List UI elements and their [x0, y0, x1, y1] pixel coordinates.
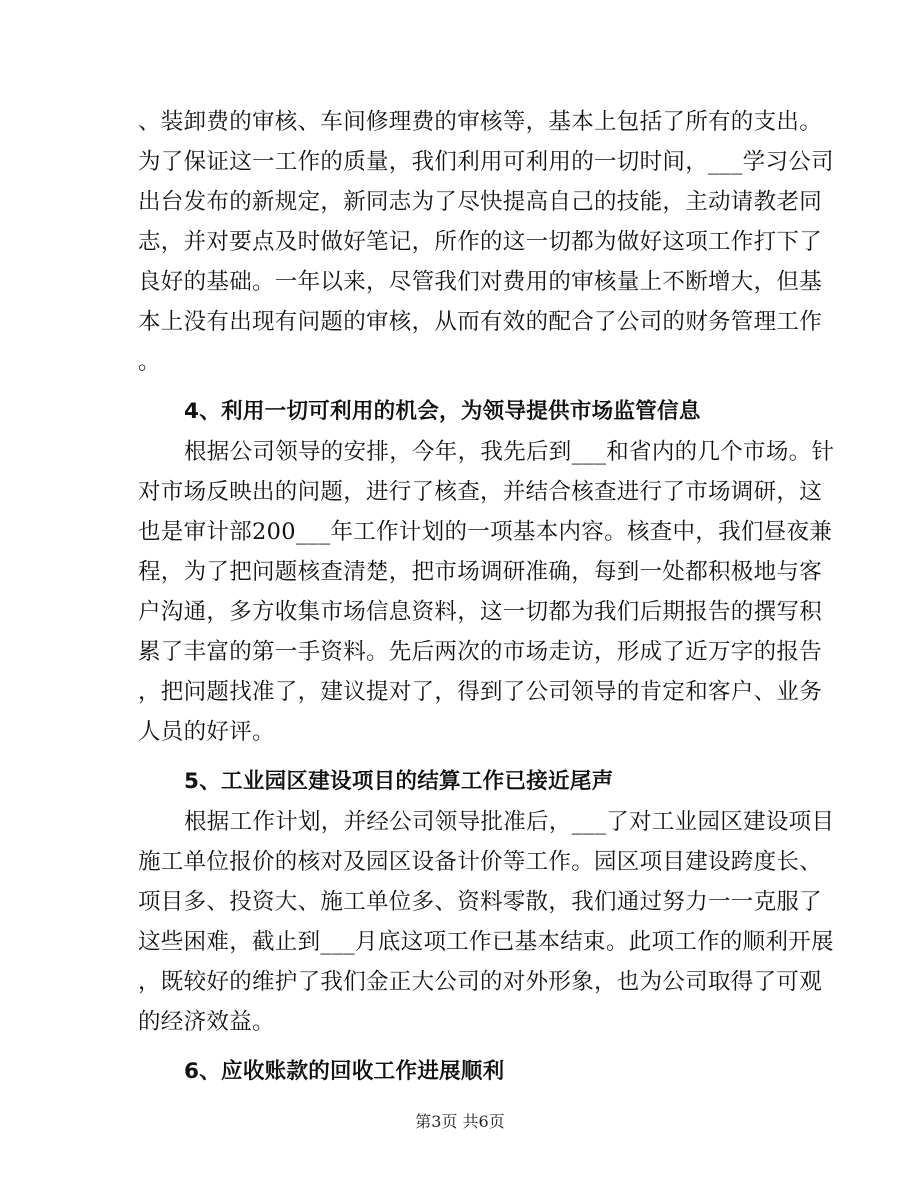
- section-heading: 4、利用一切可利用的机会，为领导提供市场监管信息: [184, 399, 701, 424]
- paragraph-line: 根据工作计划，并经公司领导批准后，___了对工业园区建设项目: [184, 809, 835, 835]
- paragraph-line: 项目多、投资大、施工单位多、资料零散，我们通过努力一一克服了: [138, 889, 823, 915]
- paragraph-line: 人员的好评。: [138, 719, 275, 745]
- section-heading: 5、工业园区建设项目的结算工作已接近尾声: [184, 769, 614, 794]
- paragraph-line: 。: [138, 349, 161, 375]
- paragraph-line: 施工单位报价的核对及园区设备计价等工作。园区项目建设跨度长、: [138, 849, 823, 875]
- paragraph-line: ，把问题找准了，建议提对了，得到了公司领导的肯定和客户、业务: [138, 679, 823, 705]
- paragraph-line: 对市场反映出的问题，进行了核查，并结合核查进行了市场调研，这: [138, 479, 823, 505]
- section-heading: 6、应收账款的回收工作进展顺利: [184, 1059, 505, 1084]
- paragraph-line: 程，为了把问题核查清楚，把市场调研准确，每到一处都积极地与客: [138, 559, 823, 585]
- paragraph-line: 累了丰富的第一手资料。先后两次的市场走访，形成了近万字的报告: [138, 639, 823, 665]
- paragraph-line: 这些困难，截止到___月底这项工作已基本结束。此项工作的顺利开展: [138, 929, 834, 955]
- paragraph-line: 也是审计部200___年工作计划的一项基本内容。核查中，我们昼夜兼: [138, 519, 833, 545]
- page-number: 第3页 共6页: [415, 1112, 505, 1131]
- paragraph-line: 志，并对要点及时做好笔记，所作的这一切都为做好这项工作打下了: [138, 229, 823, 255]
- paragraph-line: 的经济效益。: [138, 1009, 275, 1035]
- paragraph-line: 良好的基础。一年以来，尽管我们对费用的审核量上不断增大，但基: [138, 269, 823, 295]
- paragraph-line: 本上没有出现有问题的审核，从而有效的配合了公司的财务管理工作: [138, 309, 823, 335]
- paragraph-line: 、装卸费的审核、车间修理费的审核等，基本上包括了所有的支出。: [138, 109, 823, 135]
- paragraph-line: 出台发布的新规定，新同志为了尽快提高自己的技能，主动请教老同: [138, 189, 823, 215]
- paragraph-line: 为了保证这一工作的质量，我们利用可利用的一切时间，___学习公司: [138, 149, 834, 175]
- paragraph-line: 户沟通，多方收集市场信息资料，这一切都为我们后期报告的撰写积: [138, 599, 823, 625]
- paragraph-line: ，既较好的维护了我们金正大公司的对外形象，也为公司取得了可观: [138, 969, 823, 995]
- paragraph-line: 根据公司领导的安排，今年，我先后到___和省内的几个市场。针: [184, 439, 835, 465]
